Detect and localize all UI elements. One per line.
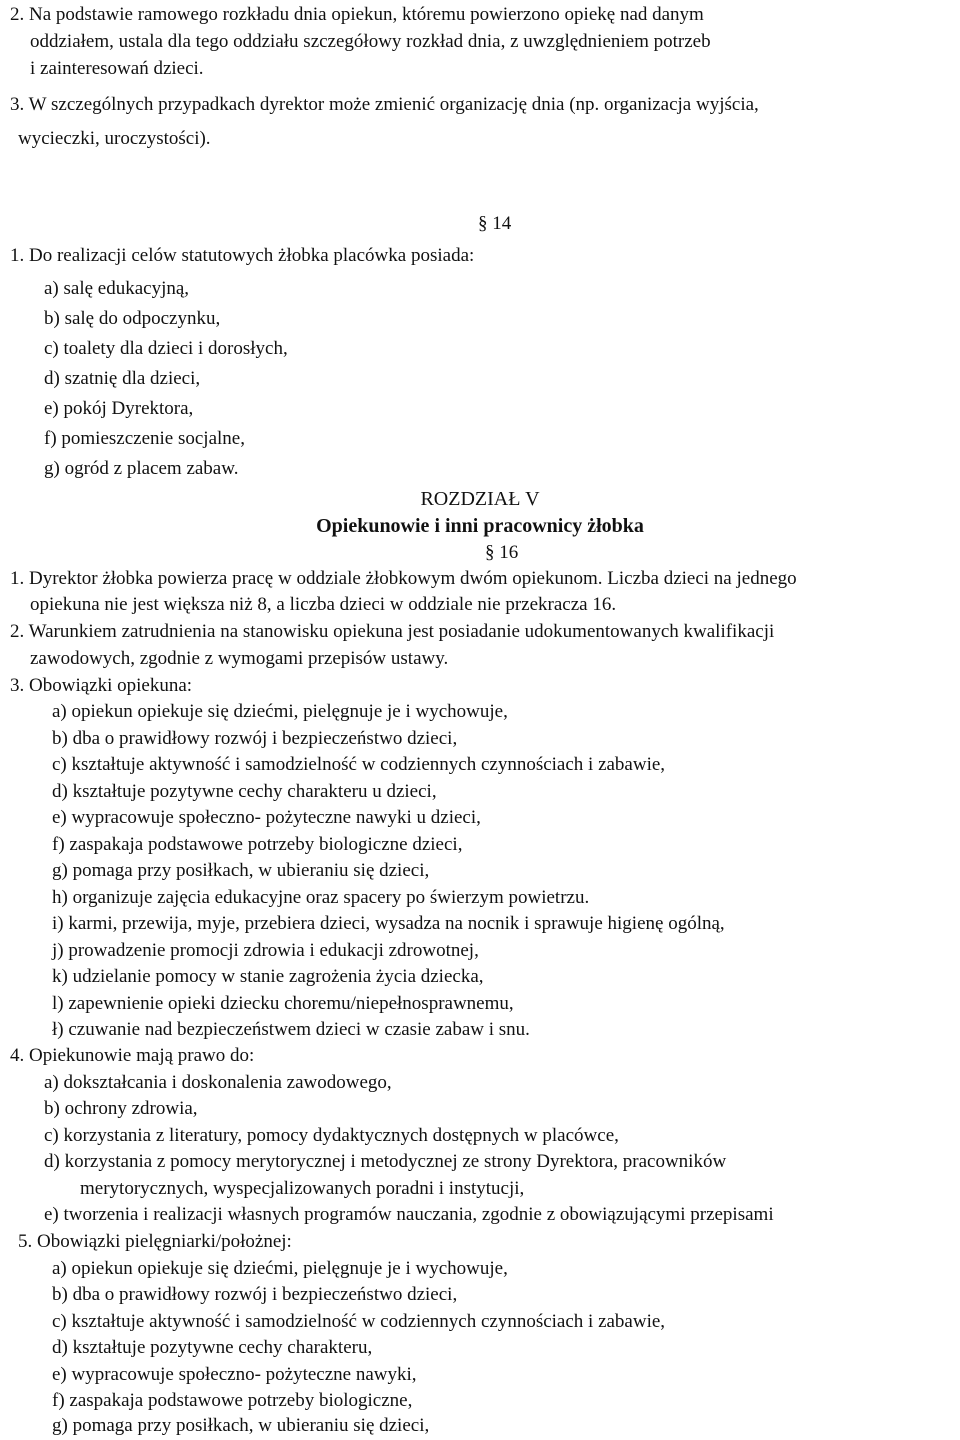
section-heading-16: § 16	[485, 542, 519, 563]
list-item: g) ogród z placem zabaw.	[44, 458, 239, 479]
chapter-title: ROZDZIAŁ V	[420, 488, 540, 510]
section-sign-icon: §	[485, 542, 495, 563]
list-item: b) dba o prawidłowy rozwój i bezpieczeństwo dzieci,	[52, 728, 458, 749]
list-item: f) zaspakaja podstawowe potrzeby biologiczne,	[52, 1390, 413, 1411]
list-item: b) ochrony zdrowia,	[44, 1098, 198, 1119]
paragraph-3-line-2: wycieczki, uroczystości).	[18, 128, 211, 149]
list-item: h) organizuje zajęcia edukacyjne oraz spacery po świerzym powietrzu.	[52, 887, 590, 908]
paragraph-2-line-3: i zainteresowań dzieci.	[30, 58, 204, 79]
list-item: e) pokój Dyrektora,	[44, 398, 194, 419]
list-item: e) wypracowuje społeczno- pożyteczne nawyki u dzieci,	[52, 807, 481, 828]
list-item-continuation: merytorycznych, wyspecjalizowanych poradni i instytucji,	[80, 1178, 525, 1199]
list-item: c) kształtuje aktywność i samodzielność w codziennych czynnościach i zabawie,	[52, 1311, 666, 1332]
paragraph-2-line-1: 2. Warunkiem zatrudnienia na stanowisku opiekuna jest posiadanie udokumentowanych kwalifikacji	[10, 621, 775, 642]
chapter-subtitle: Opiekunowie i inni pracownicy żłobka	[316, 515, 644, 537]
list-item: ł) czuwanie nad bezpieczeństwem dzieci w czasie zabaw i snu.	[52, 1019, 530, 1040]
paragraph-3-line-1: 3. W szczególnych przypadkach dyrektor może zmienić organizację dnia (np. organizacja wyjścia,	[10, 94, 759, 115]
paragraph-5-intro: 5. Obowiązki pielęgniarki/położnej:	[18, 1231, 292, 1252]
list-item: d) korzystania z pomocy merytorycznej i metodycznej ze strony Dyrektora, pracowników	[44, 1151, 727, 1172]
list-item: a) opiekun opiekuje się dziećmi, pielęgnuje je i wychowuje,	[52, 1258, 508, 1279]
list-item: g) pomaga przy posiłkach, w ubieraniu się dzieci,	[52, 1415, 430, 1436]
list-item: l) zapewnienie opieki dziecku choremu/niepełnosprawnemu,	[52, 993, 514, 1014]
list-item: k) udzielanie pomocy w stanie zagrożenia życia dziecka,	[52, 966, 484, 987]
list-item: a) opiekun opiekuje się dziećmi, pielęgnuje je i wychowuje,	[52, 701, 508, 722]
section-heading-14: § 14	[478, 213, 512, 234]
paragraph-3-intro: 3. Obowiązki opiekuna:	[10, 675, 193, 696]
list-item: b) dba o prawidłowy rozwój i bezpieczeństwo dzieci,	[52, 1284, 458, 1305]
section-sign-icon: §	[478, 213, 488, 234]
paragraph-1-line-2: opiekuna nie jest większa niż 8, a liczba dzieci w oddziale nie przekracza 16.	[30, 594, 617, 615]
list-item: c) kształtuje aktywność i samodzielność w codziennych czynnościach i zabawie,	[52, 754, 666, 775]
list-item: a) dokształcania i doskonalenia zawodowego,	[44, 1072, 392, 1093]
list-item: d) kształtuje pozytywne cechy charakteru u dzieci,	[52, 781, 437, 802]
list-item: d) kształtuje pozytywne cechy charakteru,	[52, 1337, 373, 1358]
paragraph-4-intro: 4. Opiekunowie mają prawo do:	[10, 1045, 255, 1066]
list-item: j) prowadzenie promocji zdrowia i edukacji zdrowotnej,	[52, 940, 479, 961]
list-item: c) toalety dla dzieci i dorosłych,	[44, 338, 288, 359]
list-item: b) salę do odpoczynku,	[44, 308, 221, 329]
paragraph-2-line-2: zawodowych, zgodnie z wymogami przepisów ustawy.	[30, 648, 449, 669]
list-item: d) szatnię dla dzieci,	[44, 368, 201, 389]
list-item: c) korzystania z literatury, pomocy dydaktycznych dostępnych w placówce,	[44, 1125, 619, 1146]
list-item: i) karmi, przewija, myje, przebiera dzieci, wysadza na nocnik i sprawuje higienę ogólną,	[52, 913, 725, 934]
paragraph-2-line-2: oddziałem, ustala dla tego oddziału szczegółowy rozkład dnia, z uwzględnieniem potrzeb	[30, 31, 711, 52]
list-item: e) wypracowuje społeczno- pożyteczne nawyki,	[52, 1364, 417, 1385]
list-item: a) salę edukacyjną,	[44, 278, 190, 299]
paragraph-2-line-1: 2. Na podstawie ramowego rozkładu dnia opiekun, któremu powierzono opiekę nad danym	[10, 4, 704, 25]
list-item: e) tworzenia i realizacji własnych programów nauczania, zgodnie z obowiązującymi przepisami	[44, 1204, 774, 1225]
section-14-intro: 1. Do realizacji celów statutowych żłobka placówka posiada:	[10, 245, 475, 266]
list-item: f) zaspakaja podstawowe potrzeby biologiczne dzieci,	[52, 834, 463, 855]
paragraph-1-line-1: 1. Dyrektor żłobka powierza pracę w oddziale żłobkowym dwóm opiekunom. Liczba dzieci na jednego	[10, 568, 797, 589]
list-item: f) pomieszczenie socjalne,	[44, 428, 245, 449]
list-item: g) pomaga przy posiłkach, w ubieraniu się dzieci,	[52, 860, 430, 881]
